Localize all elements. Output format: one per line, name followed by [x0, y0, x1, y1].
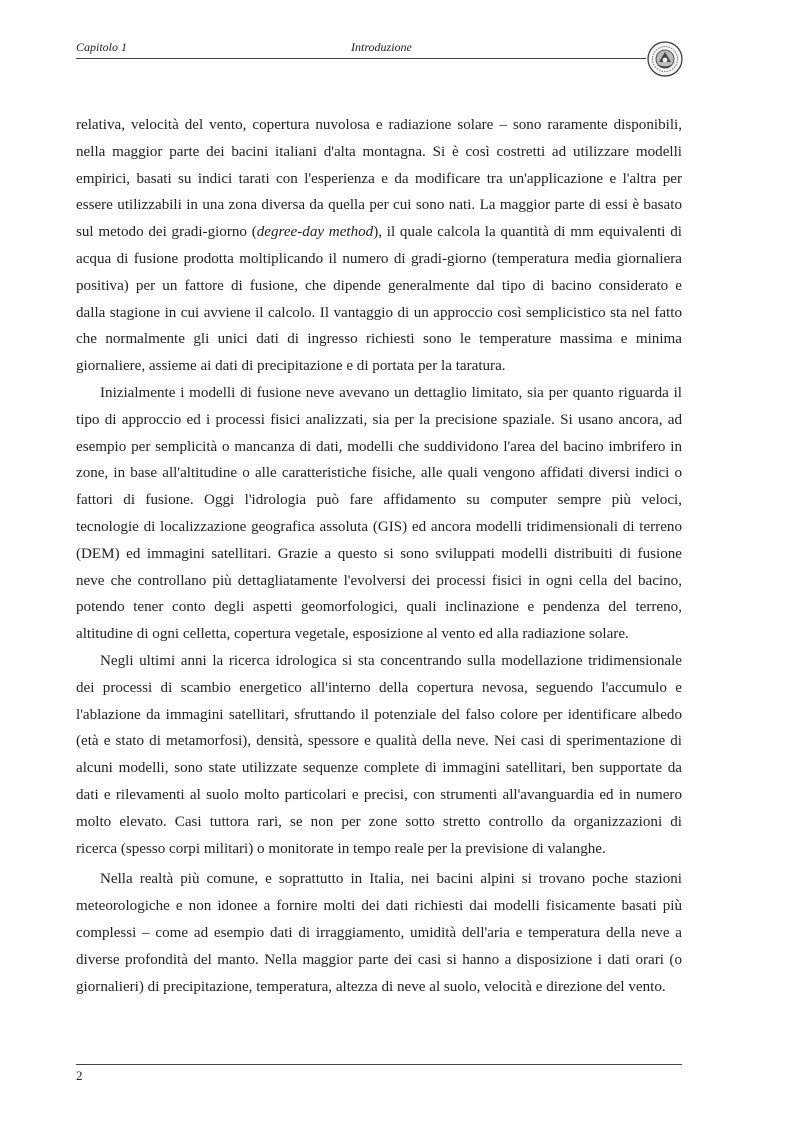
- running-header: [76, 40, 682, 60]
- text-line: zone, in base all'altitudine o alle caratteristiche fisiche, alle quali vengono affidati diversi indici o: [76, 465, 682, 482]
- text-line: giornaliere, assieme ai dati di precipitazione e di portata per la taratura.: [76, 358, 506, 375]
- text-line: Inizialmente i modelli di fusione neve avevano un dettaglio limitato, sia per quanto riguarda il: [100, 384, 682, 401]
- text-line: empirici, basati su indici tarati con l'esperienza e da modificare tra un'applicazione e l'altra per: [76, 170, 682, 187]
- text-line: diverse profondità del manto. Nella maggior parte dei casi si hanno a disposizione i dati orari (o: [76, 951, 682, 968]
- text-line: l'ablazione da immagini satellitari, sfruttando il potenziale del falso colore per identificare albedo: [76, 706, 682, 723]
- text-line: dati e rilevamenti al suolo molto particolari e precisi, con strumenti all'avanguardia ed in numero: [76, 786, 682, 803]
- text-line: fattori di fusione. Oggi l'idrologia può fare affidamento su computer sempre più veloci,: [76, 492, 682, 509]
- text-line: potendo tener conto degli aspetti geomorfologici, quali inclinazione e pendenza del terreno,: [76, 599, 682, 616]
- text-line: molto elevato. Casi tuttora rari, se non per zone sotto stretto controllo da organizzazioni di: [76, 813, 682, 830]
- text-line: Nella realtà più comune, e soprattutto in Italia, nei bacini alpini si trovano poche stazioni: [100, 871, 682, 888]
- text-line: (età e stato di metamorfosi), densità, spessore e qualità della neve. Nei casi di sperimentazione di: [76, 733, 682, 750]
- text-line: giornalieri) di precipitazione, temperatura, altezza di neve al suolo, velocità e direzione del vento.: [76, 978, 666, 995]
- text-line: complessi – come ad esempio dati di irraggiamento, umidità dell'aria e temperatura della neve a: [76, 924, 682, 941]
- university-seal-icon: [646, 40, 684, 78]
- text-line-with-italic: sul metodo dei gradi-giorno (degree-day method), il quale calcola la quantità di mm equivalenti di: [76, 224, 682, 241]
- section-label: Introduzione: [351, 40, 412, 54]
- text-line: esempio per semplicità o mancanza di dati, modelli che suddividono l'area del bacino imbrifero in: [76, 438, 682, 455]
- text-line: dalla stagione in cui avviene il calcolo. Il vantaggio di un approccio così semplicistico sta nel fatto: [76, 304, 682, 321]
- footer-rule: [76, 1064, 682, 1065]
- header-rule: [76, 58, 646, 59]
- text-line: Negli ultimi anni la ricerca idrologica si sta concentrando sulla modellazione tridimensionale: [100, 652, 682, 669]
- text-line: ricerca (spesso corpi militari) o monitorate in tempo reale per la previsione di valanghe.: [76, 840, 606, 857]
- text-line: meteorologiche e non idonee a fornire molti dei dati richiesti dai modelli fisicamente basati più: [76, 898, 682, 915]
- body-text: [76, 112, 682, 1000]
- text-line: nella maggior parte dei bacini italiani d'alta montagna. Si è così costretti ad utilizzare modelli: [76, 143, 682, 160]
- text-line: relativa, velocità del vento, copertura nuvolosa e radiazione solare – sono raramente disponibili,: [76, 117, 682, 133]
- italic-term: degree-day method: [256, 224, 374, 241]
- text-line: essere utilizzabili in una zona diversa da quella per cui sono nati. La maggior parte di essi è basato: [76, 197, 682, 214]
- chapter-label: Capitolo 1: [76, 40, 128, 54]
- text-line: che normalmente gli unici dati di ingresso richiesti sono le temperature massima e minima: [76, 331, 682, 348]
- page-number: 2: [76, 1068, 83, 1083]
- text-line: neve che controllano più dettagliatamente l'evolversi dei processi fisici in ogni cella del bacino,: [76, 572, 682, 589]
- text-line: tecnologie di localizzazione geografica assoluta (GIS) ed ancora modelli tridimensionali di terreno: [76, 518, 682, 535]
- text-line: acqua di fusione prodotta moltiplicando il numero di gradi-giorno (temperatura media giornaliera: [76, 250, 682, 267]
- text-line: altitudine di ogni celletta, copertura vegetale, esposizione al vento ed alla radiazione solare.: [76, 626, 629, 643]
- text-line: dei processi di scambio energetico all'interno della copertura nevosa, seguendo l'accumulo e: [76, 679, 682, 696]
- text-line: (DEM) ed immagini satellitari. Grazie a questo si sono sviluppati modelli distribuiti di fusione: [76, 545, 682, 562]
- text-line: positiva) per un fattore di fusione, che dipende generalmente dal tipo di bacino considerato e: [76, 277, 682, 294]
- text-line: alcuni modelli, sono state utilizzate sequenze complete di immagini satellitari, ben supportate da: [76, 760, 682, 777]
- text-line: tipo di approccio ed i processi fisici analizzati, sia per la precisione spaziale. Si usano ancora, ad: [76, 411, 682, 428]
